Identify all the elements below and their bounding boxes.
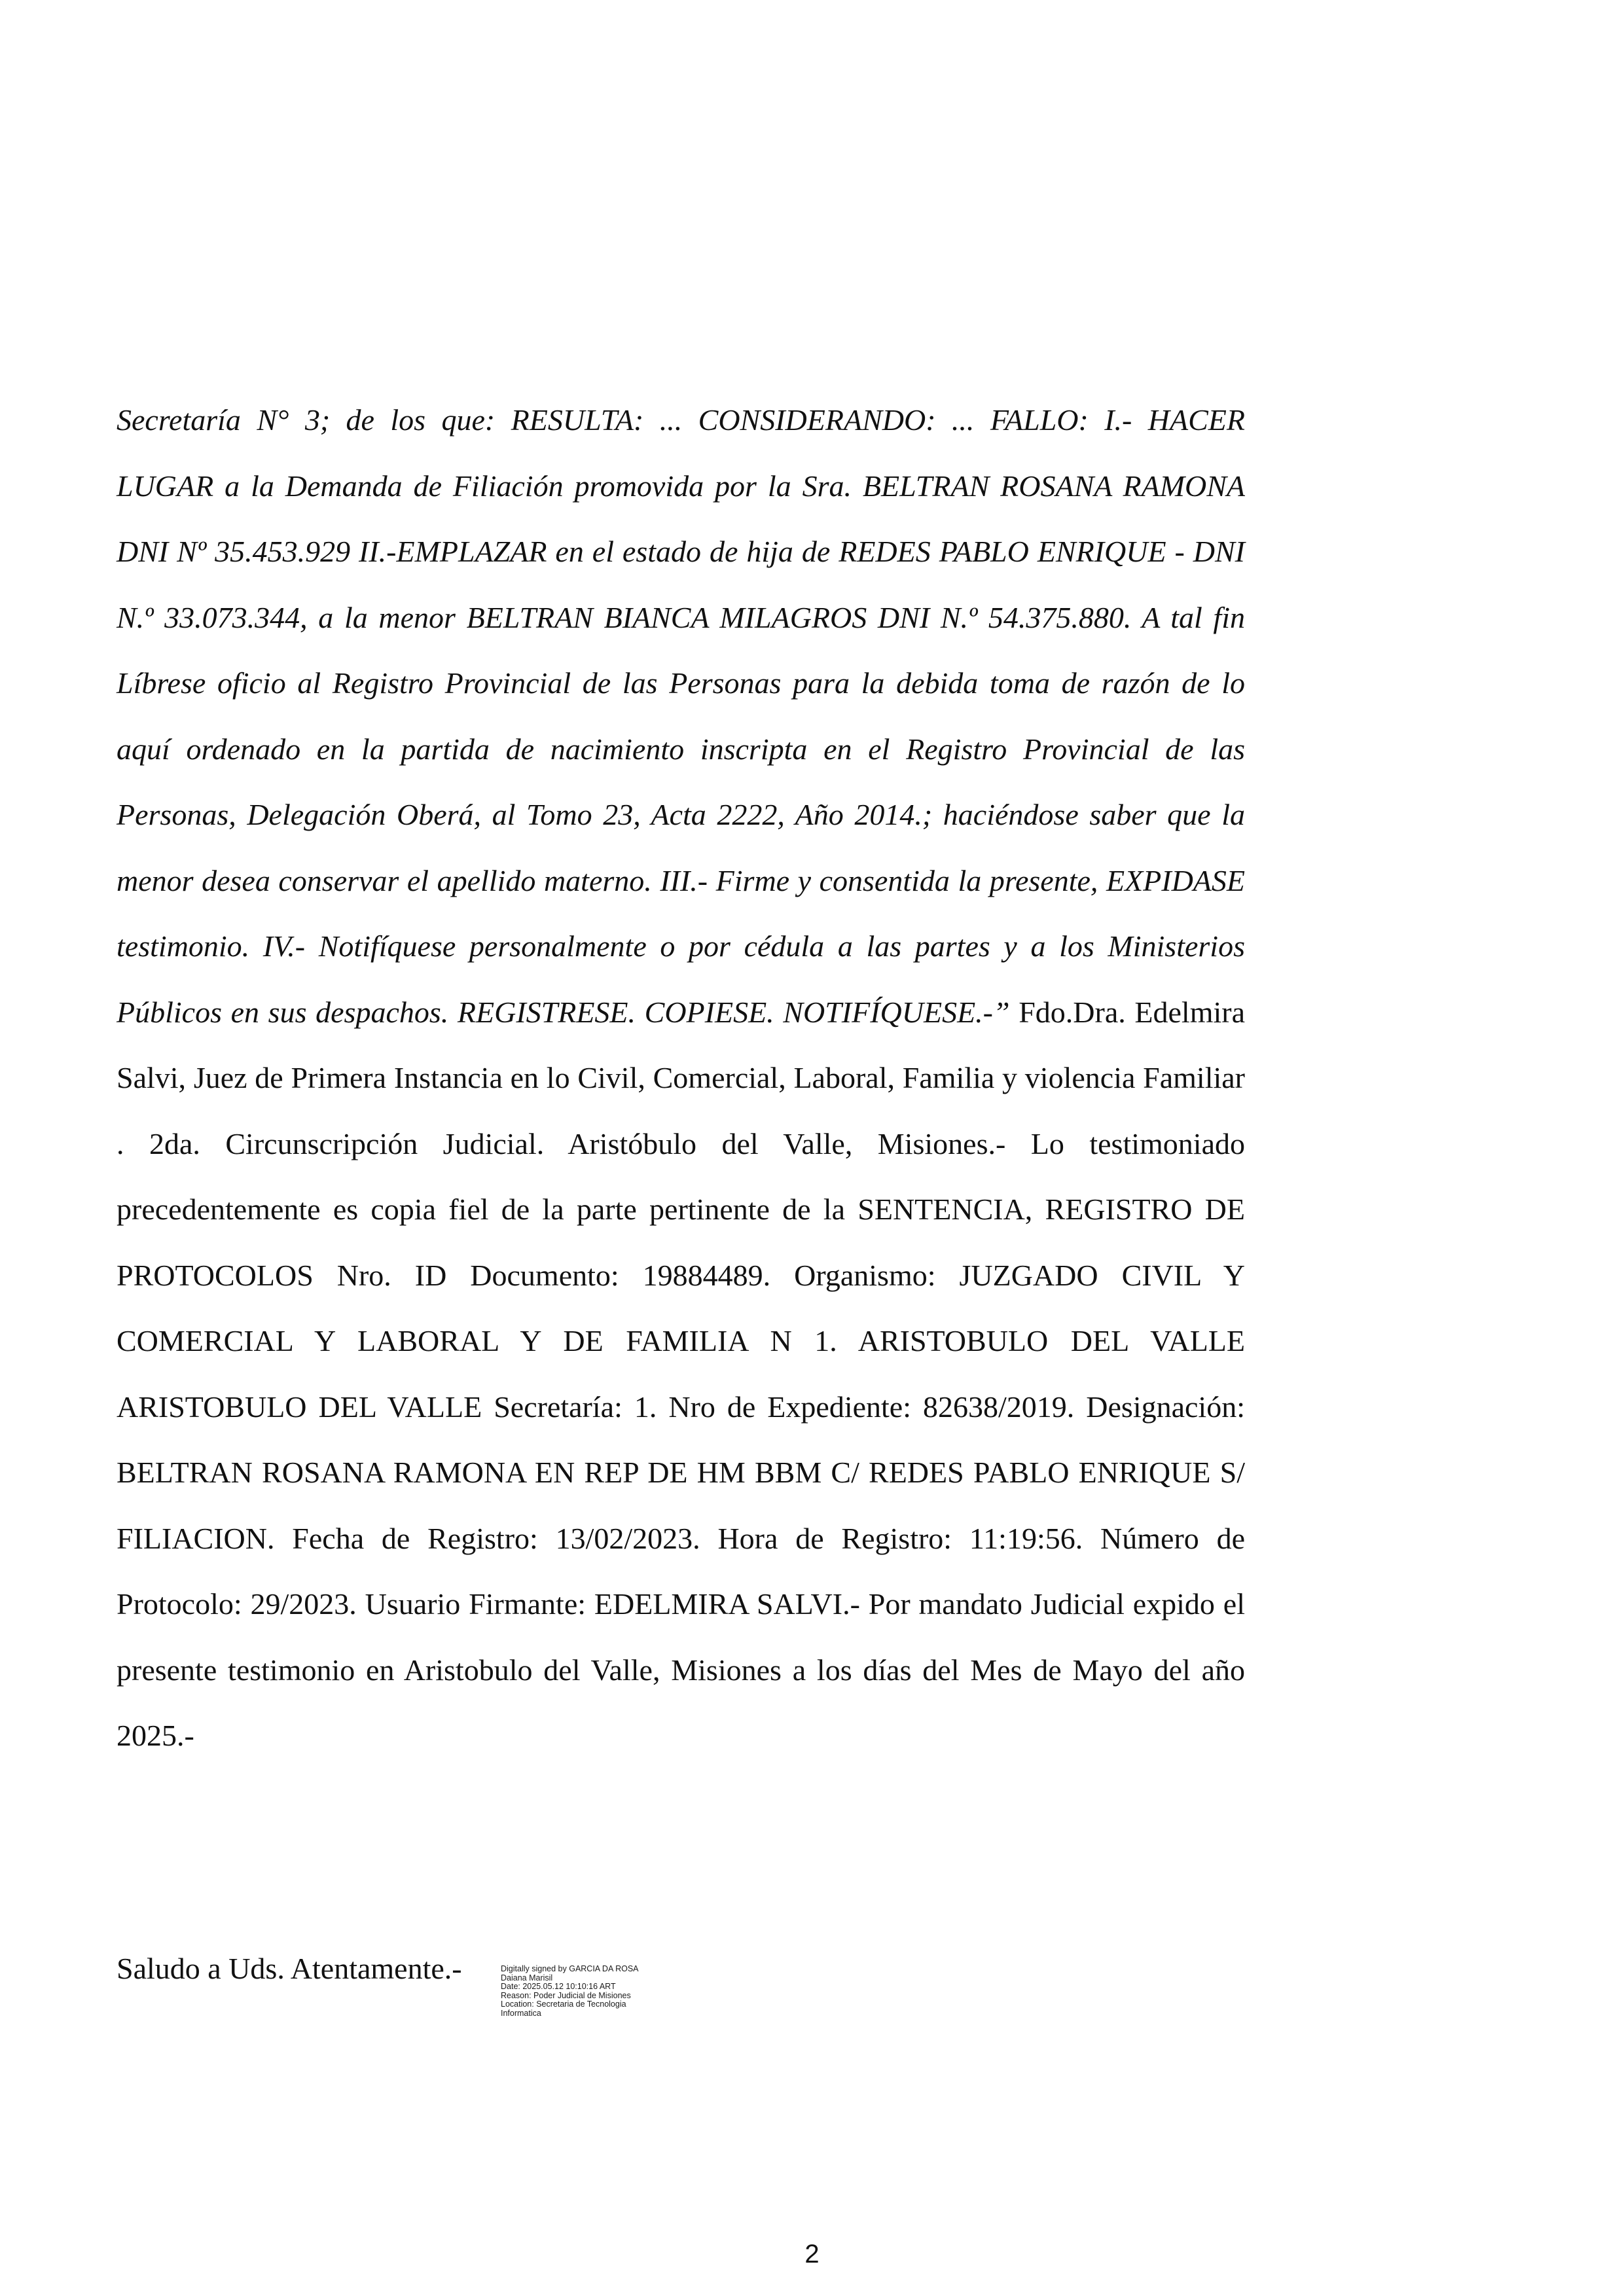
digital-signature-stamp [501,1965,697,2018]
closing-salutation: Saludo a Uds. Atentamente.- [117,1952,462,1985]
signature-location: Location: Secretaria de Tecnologia [501,2000,626,2009]
signature-reason: Reason: Poder Judicial de Misiones [501,1990,631,2000]
signature-location-cont: Informatica [501,2008,541,2018]
page-number: 2 [804,2240,820,2269]
certification-text: Fdo.Dra. Edelmira Salvi, Juez de Primera Instancia en lo Civil, Comercial, Laboral, Familia y violencia Familiar . 2da. Circunscripción Judicial. Aristóbulo del Valle, Misiones.- Lo testimoniado precedentemente es copia fiel de la parte pertinente de la SENTENCIA, REGISTRO DE PROTOCOLOS Nro. ID Documento: 19884489. Organismo: JUZGADO CIVIL Y COMERCIAL Y LABORAL Y DE FAMILIA N 1. ARISTOBULO DEL VALLE ARISTOBULO DEL VALLE Secretaría: 1. Nro de Expediente: 82638/2019. Designación: BELTRAN ROSANA RAMONA EN REP DE HM BBM C/ REDES PABLO ENRIQUE S/ FILIACION. Fecha de Registro: 13/02/2023. Hora de Registro: 11:19:56. Número de Protocolo: 29/2023. Usuario Firmante: EDELMIRA SALVI.- Por mandato Judicial expido el presente testimonio en Aristobulo del Valle, Misiones a los días del Mes de Mayo del año 2025.- [117,995,1245,1752]
quoted-sentence-text: Secretaría N° 3; de los que: RESULTA: ... CONSIDERANDO: ... FALLO: I.- HACER LUGAR a la Demanda de Filiación promovida por la Sra. BELTRAN ROSANA RAMONA DNI Nº 35.453.929 II.-EMPLAZAR en el estado de hija de REDES PABLO ENRIQUE - DNI N.º 33.073.344, a la menor BELTRAN BIANCA MILAGROS DNI N.º 54.375.880. A tal fin Líbrese oficio al Registro Provincial de las Personas para la debida toma de razón de lo aquí ordenado en la partida de nacimiento inscripta en el Registro Provincial de las Personas, Delegación Oberá, al Tomo 23, Acta 2222, Año 2014.; haciéndose saber que la menor desea conservar el apellido materno. III.- Firme y consentida la presente, EXPIDASE testimonio. IV.- Notifíquese personalmente o por cédula a las partes y a los Ministerios Públicos en sus despachos. REGISTRESE. COPIESE. NOTIFÍQUESE.-” [117,403,1245,1029]
signature-signer-line: Digitally signed by GARCIA DA ROSA [501,1964,639,1973]
signature-date: Date: 2025.05.12 10:10:16 ART [501,1982,616,1991]
signature-signer-name: Daiana Marisil [501,1973,553,1982]
body-paragraph [117,387,1245,1769]
